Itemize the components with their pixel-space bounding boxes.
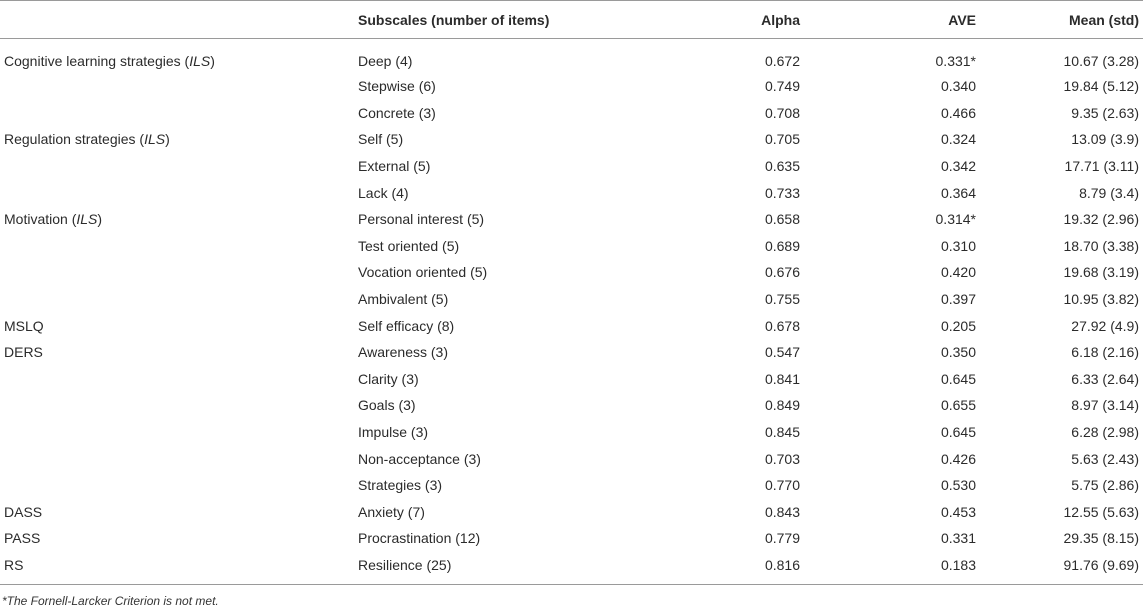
- cell-category: [0, 73, 352, 100]
- cell-subscale: External (5): [358, 158, 431, 175]
- cell-mean: 10.67 (3.28): [1063, 52, 1139, 69]
- cell-category: [0, 339, 352, 366]
- table-footnote: *The Fornell-Larcker Criterion is not met.: [2, 594, 219, 609]
- cell-subscale: Anxiety (7): [358, 503, 425, 520]
- cell-mean: 19.84 (5.12): [1063, 78, 1139, 95]
- cell-category: [0, 206, 352, 233]
- cell-ave: 0.331: [940, 530, 976, 547]
- cell-alpha: 0.678: [764, 317, 800, 334]
- cell-subscale: Self efficacy (8): [358, 317, 455, 334]
- cell-alpha: 0.676: [764, 264, 800, 281]
- cell-ave: 0.205: [940, 317, 976, 334]
- cell-alpha: 0.841: [764, 370, 800, 387]
- cell-category: [0, 445, 352, 472]
- cell-mean: 27.92 (4.9): [1071, 317, 1139, 334]
- header-alpha: Alpha: [652, 1, 830, 39]
- cell-ave: 0.426: [940, 450, 976, 467]
- cell-category: [0, 472, 352, 499]
- table-row: [0, 100, 1143, 127]
- category-close: ): [97, 211, 103, 228]
- category-text: DERS: [4, 344, 43, 361]
- header-category: [0, 1, 352, 39]
- category-abbrev: ILS: [189, 52, 211, 69]
- cell-ave: 0.420: [940, 264, 976, 281]
- cell-ave: 0.310: [940, 237, 976, 254]
- cell-alpha: 0.703: [764, 450, 800, 467]
- cell-mean: 8.97 (3.14): [1071, 397, 1139, 414]
- table-row: [0, 233, 1143, 260]
- cell-ave: 0.466: [940, 104, 976, 121]
- cell-mean: 8.79 (3.4): [1079, 184, 1139, 201]
- cell-subscale: Resilience (25): [352, 552, 652, 585]
- cell-alpha: 0.816: [652, 552, 830, 585]
- cell-ave: 0.324: [940, 131, 976, 148]
- header-mean: Mean (std): [1006, 1, 1143, 39]
- cell-category: [0, 499, 352, 526]
- category-text: MSLQ: [4, 317, 44, 334]
- table-row: [0, 312, 1143, 339]
- cell-alpha: 0.779: [764, 530, 800, 547]
- category-text: PASS: [4, 530, 41, 547]
- cell-mean: 6.18 (2.16): [1071, 344, 1139, 361]
- cell-alpha: 0.749: [764, 78, 800, 95]
- cell-mean: 13.09 (3.9): [1071, 131, 1139, 148]
- cell-category: [0, 552, 352, 585]
- category-text: Cognitive learning strategies (: [4, 52, 190, 69]
- cell-category: [0, 312, 352, 339]
- table-row: [0, 525, 1143, 552]
- cell-mean: 19.68 (3.19): [1063, 264, 1139, 281]
- cell-subscale: Ambivalent (5): [358, 291, 449, 308]
- cell-subscale: Goals (3): [358, 397, 416, 414]
- cell-ave: 0.453: [940, 503, 976, 520]
- cell-ave: 0.530: [940, 477, 976, 494]
- cell-ave: 0.342: [940, 158, 976, 175]
- cell-alpha: 0.658: [764, 211, 800, 228]
- table-row: [0, 259, 1143, 286]
- category-text: RS: [4, 556, 24, 573]
- header-row: [0, 1, 1143, 39]
- cell-category: [0, 286, 352, 313]
- table-row: [0, 419, 1143, 446]
- cell-subscale: Personal interest (5): [358, 211, 485, 228]
- cell-alpha: 0.845: [764, 424, 800, 441]
- cell-mean: 6.28 (2.98): [1071, 424, 1139, 441]
- cell-category: [0, 233, 352, 260]
- cell-ave: 0.645: [940, 424, 976, 441]
- cell-category: [0, 153, 352, 180]
- cell-mean: 19.32 (2.96): [1063, 211, 1139, 228]
- cell-category: [0, 126, 352, 153]
- cell-category: [0, 419, 352, 446]
- cell-mean: 17.71 (3.11): [1064, 158, 1139, 175]
- cell-subscale: Lack (4): [358, 184, 409, 201]
- cell-ave: 0.655: [940, 397, 976, 414]
- table-row: [0, 206, 1143, 233]
- cell-category: [0, 39, 352, 74]
- table-row: [0, 366, 1143, 393]
- category-close: ): [165, 131, 170, 148]
- table-row: [0, 552, 1143, 585]
- category-text: Motivation (: [4, 211, 77, 228]
- cell-subscale: Procrastination (12): [358, 530, 481, 547]
- cell-ave: 0.645: [940, 370, 976, 387]
- cell-alpha: 0.689: [764, 237, 800, 254]
- cell-ave: 0.340: [940, 78, 976, 95]
- cell-ave: 0.314*: [935, 211, 976, 228]
- cell-ave: 0.350: [940, 344, 976, 361]
- cell-alpha: 0.705: [764, 131, 800, 148]
- cell-subscale: Concrete (3): [358, 104, 436, 121]
- cell-subscale: Stepwise (6): [358, 78, 436, 95]
- cell-ave: 0.397: [940, 291, 976, 308]
- cell-mean: 91.76 (9.69): [1006, 552, 1143, 585]
- cell-alpha: 0.755: [764, 291, 800, 308]
- table-row: [0, 73, 1143, 100]
- table-row: [0, 153, 1143, 180]
- table-row: [0, 286, 1143, 313]
- cell-alpha: 0.843: [764, 503, 800, 520]
- cell-subscale: Awareness (3): [358, 344, 449, 361]
- cell-alpha: 0.547: [764, 344, 800, 361]
- category-close: ): [210, 52, 215, 69]
- cell-subscale: Non-acceptance (3): [358, 450, 481, 467]
- cell-mean: 5.63 (2.43): [1071, 450, 1139, 467]
- cell-mean: 12.55 (5.63): [1063, 503, 1139, 520]
- cell-ave: 0.364: [940, 184, 976, 201]
- cell-mean: 18.70 (3.38): [1063, 237, 1139, 254]
- cell-alpha: 0.733: [764, 184, 800, 201]
- table-row: [0, 499, 1143, 526]
- cell-category: [0, 259, 352, 286]
- cell-alpha: 0.672: [764, 52, 800, 69]
- cell-mean: 9.35 (2.63): [1071, 104, 1139, 121]
- cell-category: [0, 392, 352, 419]
- category-text: DASS: [4, 503, 43, 520]
- cell-mean: 29.35 (8.15): [1063, 530, 1139, 547]
- category-abbrev: ILS: [76, 211, 98, 228]
- header-ave: AVE: [830, 1, 1006, 39]
- cell-alpha: 0.770: [764, 477, 800, 494]
- cell-alpha: 0.635: [764, 158, 800, 175]
- cell-subscale: Impulse (3): [358, 424, 429, 441]
- cell-subscale: Vocation oriented (5): [358, 264, 488, 281]
- table-row: [0, 39, 1143, 74]
- header-subscale: Subscales (number of items): [352, 1, 652, 39]
- table-row: [0, 179, 1143, 206]
- category-abbrev: ILS: [144, 131, 166, 148]
- cell-subscale: Self (5): [358, 131, 404, 148]
- cell-mean: 10.95 (3.82): [1063, 291, 1139, 308]
- cell-ave: 0.331*: [935, 52, 976, 69]
- table-row: [0, 339, 1143, 366]
- cell-alpha: 0.849: [764, 397, 800, 414]
- cell-alpha: 0.708: [764, 104, 800, 121]
- cell-subscale: Strategies (3): [358, 477, 443, 494]
- cell-category: [0, 525, 352, 552]
- table-row: [0, 472, 1143, 499]
- table-row: [0, 392, 1143, 419]
- cell-mean: 5.75 (2.86): [1071, 477, 1139, 494]
- table-row: [0, 445, 1143, 472]
- table-row: [0, 126, 1143, 153]
- cell-ave: 0.183: [830, 552, 1006, 585]
- category-text: Regulation strategies (: [4, 131, 145, 148]
- cell-subscale: Deep (4): [358, 52, 413, 69]
- cell-category: [0, 100, 352, 127]
- cell-category: [0, 366, 352, 393]
- cell-mean: 6.33 (2.64): [1071, 370, 1139, 387]
- cell-category: [0, 179, 352, 206]
- cell-subscale: Test oriented (5): [358, 237, 460, 254]
- cell-subscale: Clarity (3): [358, 370, 419, 387]
